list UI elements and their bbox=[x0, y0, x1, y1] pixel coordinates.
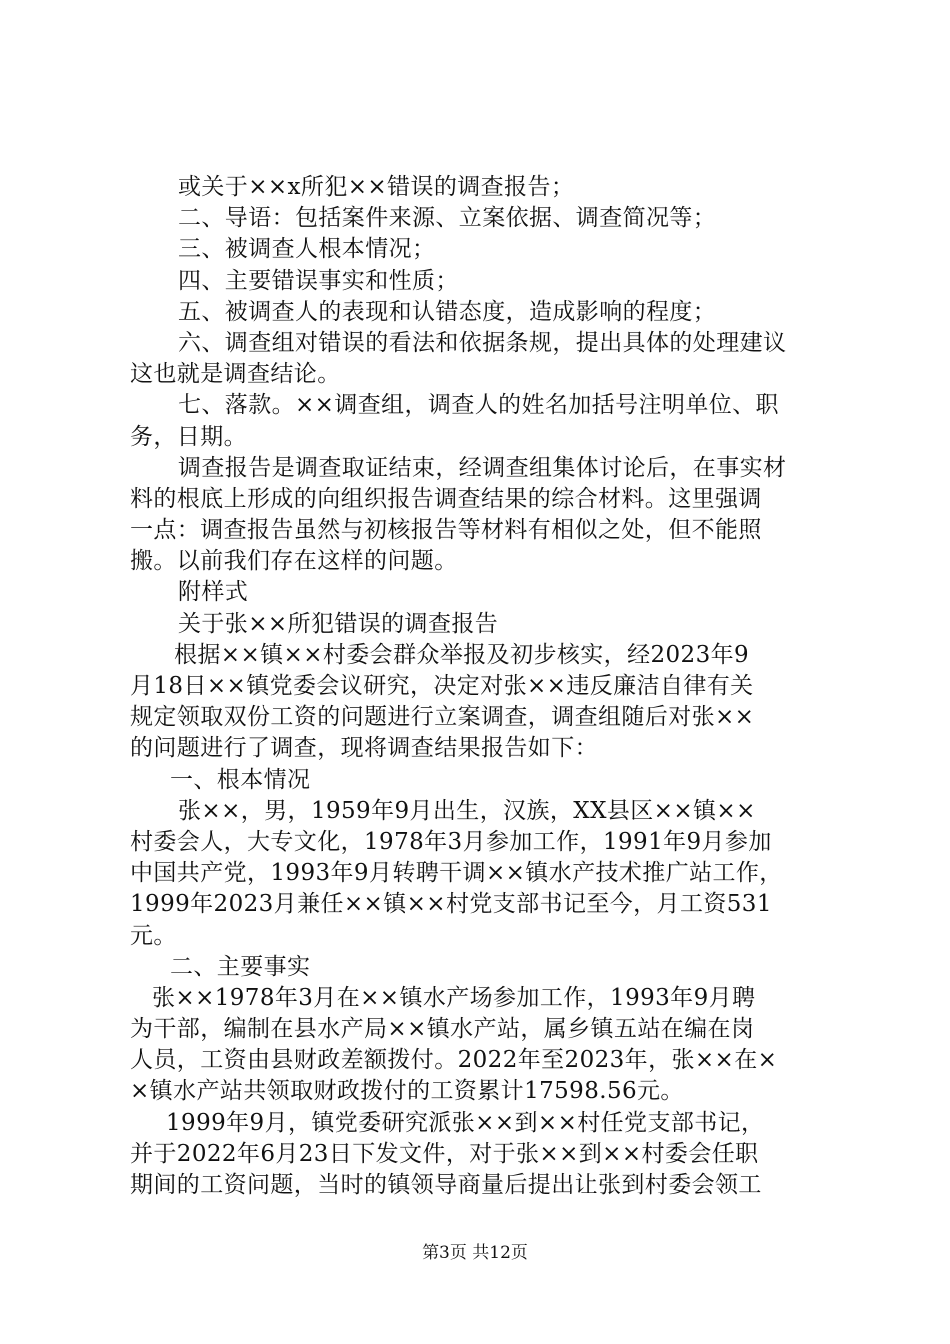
text-line: 一、根本情况 bbox=[170, 766, 311, 793]
text-line: 四、主要错误事实和性质； bbox=[178, 267, 459, 294]
text-line: 人员，工资由县财政差额拨付。2022年至2023年，张××在× bbox=[130, 1047, 778, 1074]
text-line: 关于张××所犯错误的调查报告 bbox=[178, 610, 499, 637]
text-line: 附样式 bbox=[178, 579, 249, 606]
text-line: 为干部，编制在县水产局××镇水产站，属乡镇五站在编在岗 bbox=[130, 1016, 755, 1043]
text-line: 这也就是调查结论。 bbox=[130, 361, 341, 388]
text-line: 料的根底上形成的向组织报告调查结果的综合材料。这里强调 bbox=[130, 485, 762, 512]
text-line: 1999年2023月兼任××镇××村党支部书记至今，月工资531 bbox=[130, 891, 772, 918]
text-line: 期间的工资问题，当时的镇领导商量后提出让张到村委会领工 bbox=[130, 1172, 762, 1198]
text-line: 的问题进行了调查，现将调查结果报告如下： bbox=[130, 735, 598, 762]
text-line: 搬。以前我们存在这样的问题。 bbox=[130, 548, 458, 575]
text-line: 并于2022年6月23日下发文件，对于张××到××村委会任职 bbox=[130, 1140, 759, 1167]
text-line: 张××，男，1959年9月出生，汉族，XX县区××镇×× bbox=[178, 797, 756, 824]
text-line: 七、落款。××调查组，调查人的姓名加括号注明单位、职 bbox=[178, 392, 779, 419]
text-line: 1999年9月，镇党委研究派张××到××村任党支部书记， bbox=[166, 1109, 765, 1136]
text-line: 月18日××镇党委会议研究，决定对张××违反廉洁自律有关 bbox=[130, 673, 754, 699]
text-line: 调查报告是调查取证结束，经调查组集体讨论后，在事实材 bbox=[178, 454, 787, 481]
text-line: 二、主要事实 bbox=[170, 953, 311, 980]
text-line: 或关于××x所犯××错误的调查报告； bbox=[178, 174, 575, 200]
page-footer: 第3页 共12页 bbox=[422, 1243, 528, 1263]
text-line: 三、被调查人根本情况； bbox=[178, 236, 436, 263]
text-line: 根据××镇××村委会群众举报及初步核实，经2023年9 bbox=[174, 641, 750, 668]
text-line: 村委会人，大专文化，1978年3月参加工作，1991年9月参加 bbox=[130, 828, 772, 855]
text-line: 二、导语：包括案件来源、立案依据、调查简况等； bbox=[178, 205, 717, 232]
text-line: 六、调查组对错误的看法和依据条规，提出具体的处理建议 bbox=[178, 329, 787, 356]
text-line: 一点：调查报告虽然与初核报告等材料有相似之处，但不能照 bbox=[130, 517, 762, 544]
text-line: 务，日期。 bbox=[130, 423, 247, 450]
document-body bbox=[130, 172, 830, 1201]
text-line: ×镇水产站共领取财政拨付的工资累计17598.56元。 bbox=[130, 1078, 684, 1105]
text-line: 张××1978年3月在××镇水产场参加工作，1993年9月聘 bbox=[152, 984, 756, 1011]
text-line: 中国共产党，1993年9月转聘干调××镇水产技术推广站工作， bbox=[130, 860, 783, 887]
text-line: 五、被调查人的表现和认错态度，造成影响的程度； bbox=[178, 298, 717, 325]
text-line: 元。 bbox=[130, 922, 177, 949]
text-line: 规定领取双份工资的问题进行立案调查，调查组随后对张×× bbox=[130, 704, 755, 731]
